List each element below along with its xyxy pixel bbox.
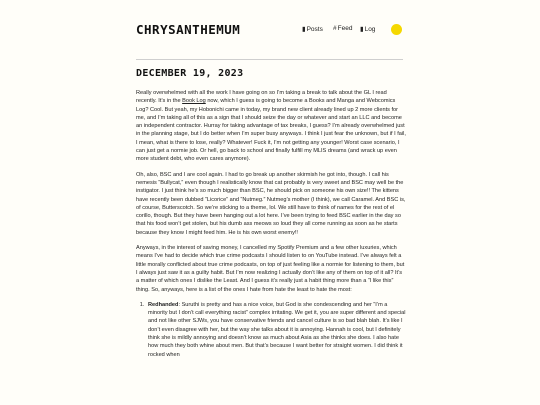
book-log-link[interactable]: Book Log bbox=[182, 98, 206, 105]
list-item-title: Redhanded bbox=[148, 301, 179, 308]
site-title[interactable]: CHRYSANTHEMUM bbox=[136, 22, 241, 37]
list-item bbox=[146, 301, 406, 359]
paragraph: Oh, also, BSC and I are cool again. I had to go break up another skirmish he got into, though. I call his nemesis “Bullycat,” even though I realistically know that cat probably is very sweet and BSC may well be the instigator. I just think he’s so much bigger than BSC, he should pick on someone his own size!! The kittens have recently been dubbed “Licorice” and “Nutmeg.” Nutmeg’s mother (I think), we call Caramel. And BSC is, of course, Butterscotch. So we’re sticking to a theme, lol. We still have to think of names for the rest of el corillo, though. But they have been hanging out a lot here. I’ve been trying to feed BSC earlier in the day so that his food won’t get stolen, but his dumb ass meows so loud they all come running as soon as he starts because they know I might feed him. He is his own worst enemy!! bbox=[136, 171, 406, 236]
paragraph: Anyways, in the interest of saving money, I cancelled my Spotify Premium and a few other luxuries, which means I’ve had to decide which true crime podcasts I should listen to on YouTube instead. I’ve always felt a little morally conflicted about true crime podcasts, on top of just feeling like a normie for listening to them, but I always just saw it as a guilty habit. But I’m now realizing I actually don’t like any of them on top of it all? It’s a matter of which ones I dislike the Least. And I guess it’s really just a habit thing more than a “I like this” thing. So, anyways, here is a list of the ones I hate from hate the least to hate the most: bbox=[136, 245, 405, 293]
log-icon: ▮ bbox=[360, 26, 364, 33]
posts-icon: ▮ bbox=[302, 26, 306, 33]
podcast-list bbox=[146, 301, 406, 359]
theme-toggle-button[interactable] bbox=[391, 24, 402, 35]
nav-item-feed[interactable] bbox=[333, 25, 352, 32]
list-item-text: : Suruthi is pretty and has a nice voice, but God is she condescending and her “I’m a minority but I don’t call everything racist” complex irritating. We get it, you are super different and special and not like other SJWs, you have conservative friends and cancel culture is so bad blah blah. It’s like I don’t even disagree with her, but the way she talks about it is annoying. Hannah is cool, but I definitely think she is mildly annoying and doesn’t know as much about Asia as she thinks she does. I also hate how much they both whine about men. But that’s because I want better for straight women. I did think it rocked when bbox=[148, 301, 406, 358]
nav-item-label: Log bbox=[364, 26, 376, 33]
post-date: DECEMBER 19, 2023 bbox=[136, 68, 244, 79]
header-divider bbox=[136, 59, 403, 60]
nav-item-posts[interactable] bbox=[302, 25, 323, 33]
site-header bbox=[136, 22, 403, 38]
hash-icon: # bbox=[333, 25, 337, 32]
post-body bbox=[136, 89, 406, 359]
nav-item-log[interactable] bbox=[360, 25, 375, 33]
paragraph-text: now, which I guess is going to become a Books and Manga and Webcomics Log? Cool. But yeah, my Hobonichi came in today, my brand new client already lined up 2 more clients for me, and I’m taking all of this as a sign that I should seize the day or whatever and start an LLC and become an independent contractor. Hurray for taking advantage of tax breaks, I guess? I’m already overwhelmed just in the planning stage, but I do better when I’m super busy anyways. I think I just fear the unknown, but if I fail, I mean, what is there to lose, really? Whatever! Fuck it, I’m not getting any younger! Worst case scenario, I can just get a normie job. Or hell, go back to school and finally fulfill my MLIS dreams (and wrack up even more student debt, who even cares anymore). bbox=[136, 98, 406, 163]
paragraph-text: Really overwhelmed with all the work I have going on so I’m taking a break to talk about the GL I read recently. It’s in the bbox=[136, 90, 387, 105]
nav-item-label: Posts bbox=[306, 26, 323, 33]
nav-item-label: Feed bbox=[337, 25, 353, 32]
paragraph bbox=[136, 89, 406, 164]
